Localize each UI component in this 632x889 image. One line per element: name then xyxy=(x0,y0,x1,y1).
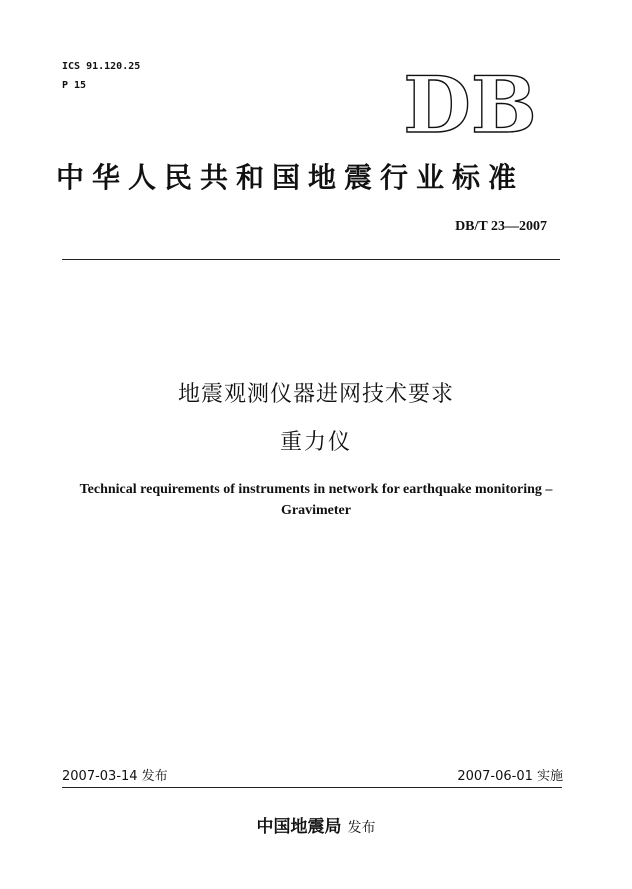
issuer-line xyxy=(0,815,632,840)
db-logo xyxy=(400,66,540,138)
ccs-code: P 15 xyxy=(62,80,87,91)
standard-category-title: 中华人民共和国地震行业标准 xyxy=(56,161,525,194)
issue-date: 2007-03-14 发布 xyxy=(62,769,168,784)
document-subtitle-cn: 重力仪 xyxy=(279,430,352,455)
document-title-en: Technical requirements of instruments in network for earthquake monitoring – xyxy=(79,482,553,497)
issuer-name: 中国地震局 xyxy=(256,817,342,837)
document-title-cn: 地震观测仪器进网技术要求 xyxy=(177,382,454,407)
standard-number: DB/T 23—2007 xyxy=(455,219,547,234)
bottom-divider xyxy=(62,787,562,788)
issuer-verb: 发布 xyxy=(347,820,376,836)
top-divider xyxy=(62,259,560,260)
db-logo-text: DB xyxy=(403,66,537,138)
document-subtitle-en: Gravimeter xyxy=(281,503,351,518)
ics-code: ICS 91.120.25 xyxy=(62,61,141,72)
implementation-date: 2007-06-01 实施 xyxy=(457,769,563,784)
